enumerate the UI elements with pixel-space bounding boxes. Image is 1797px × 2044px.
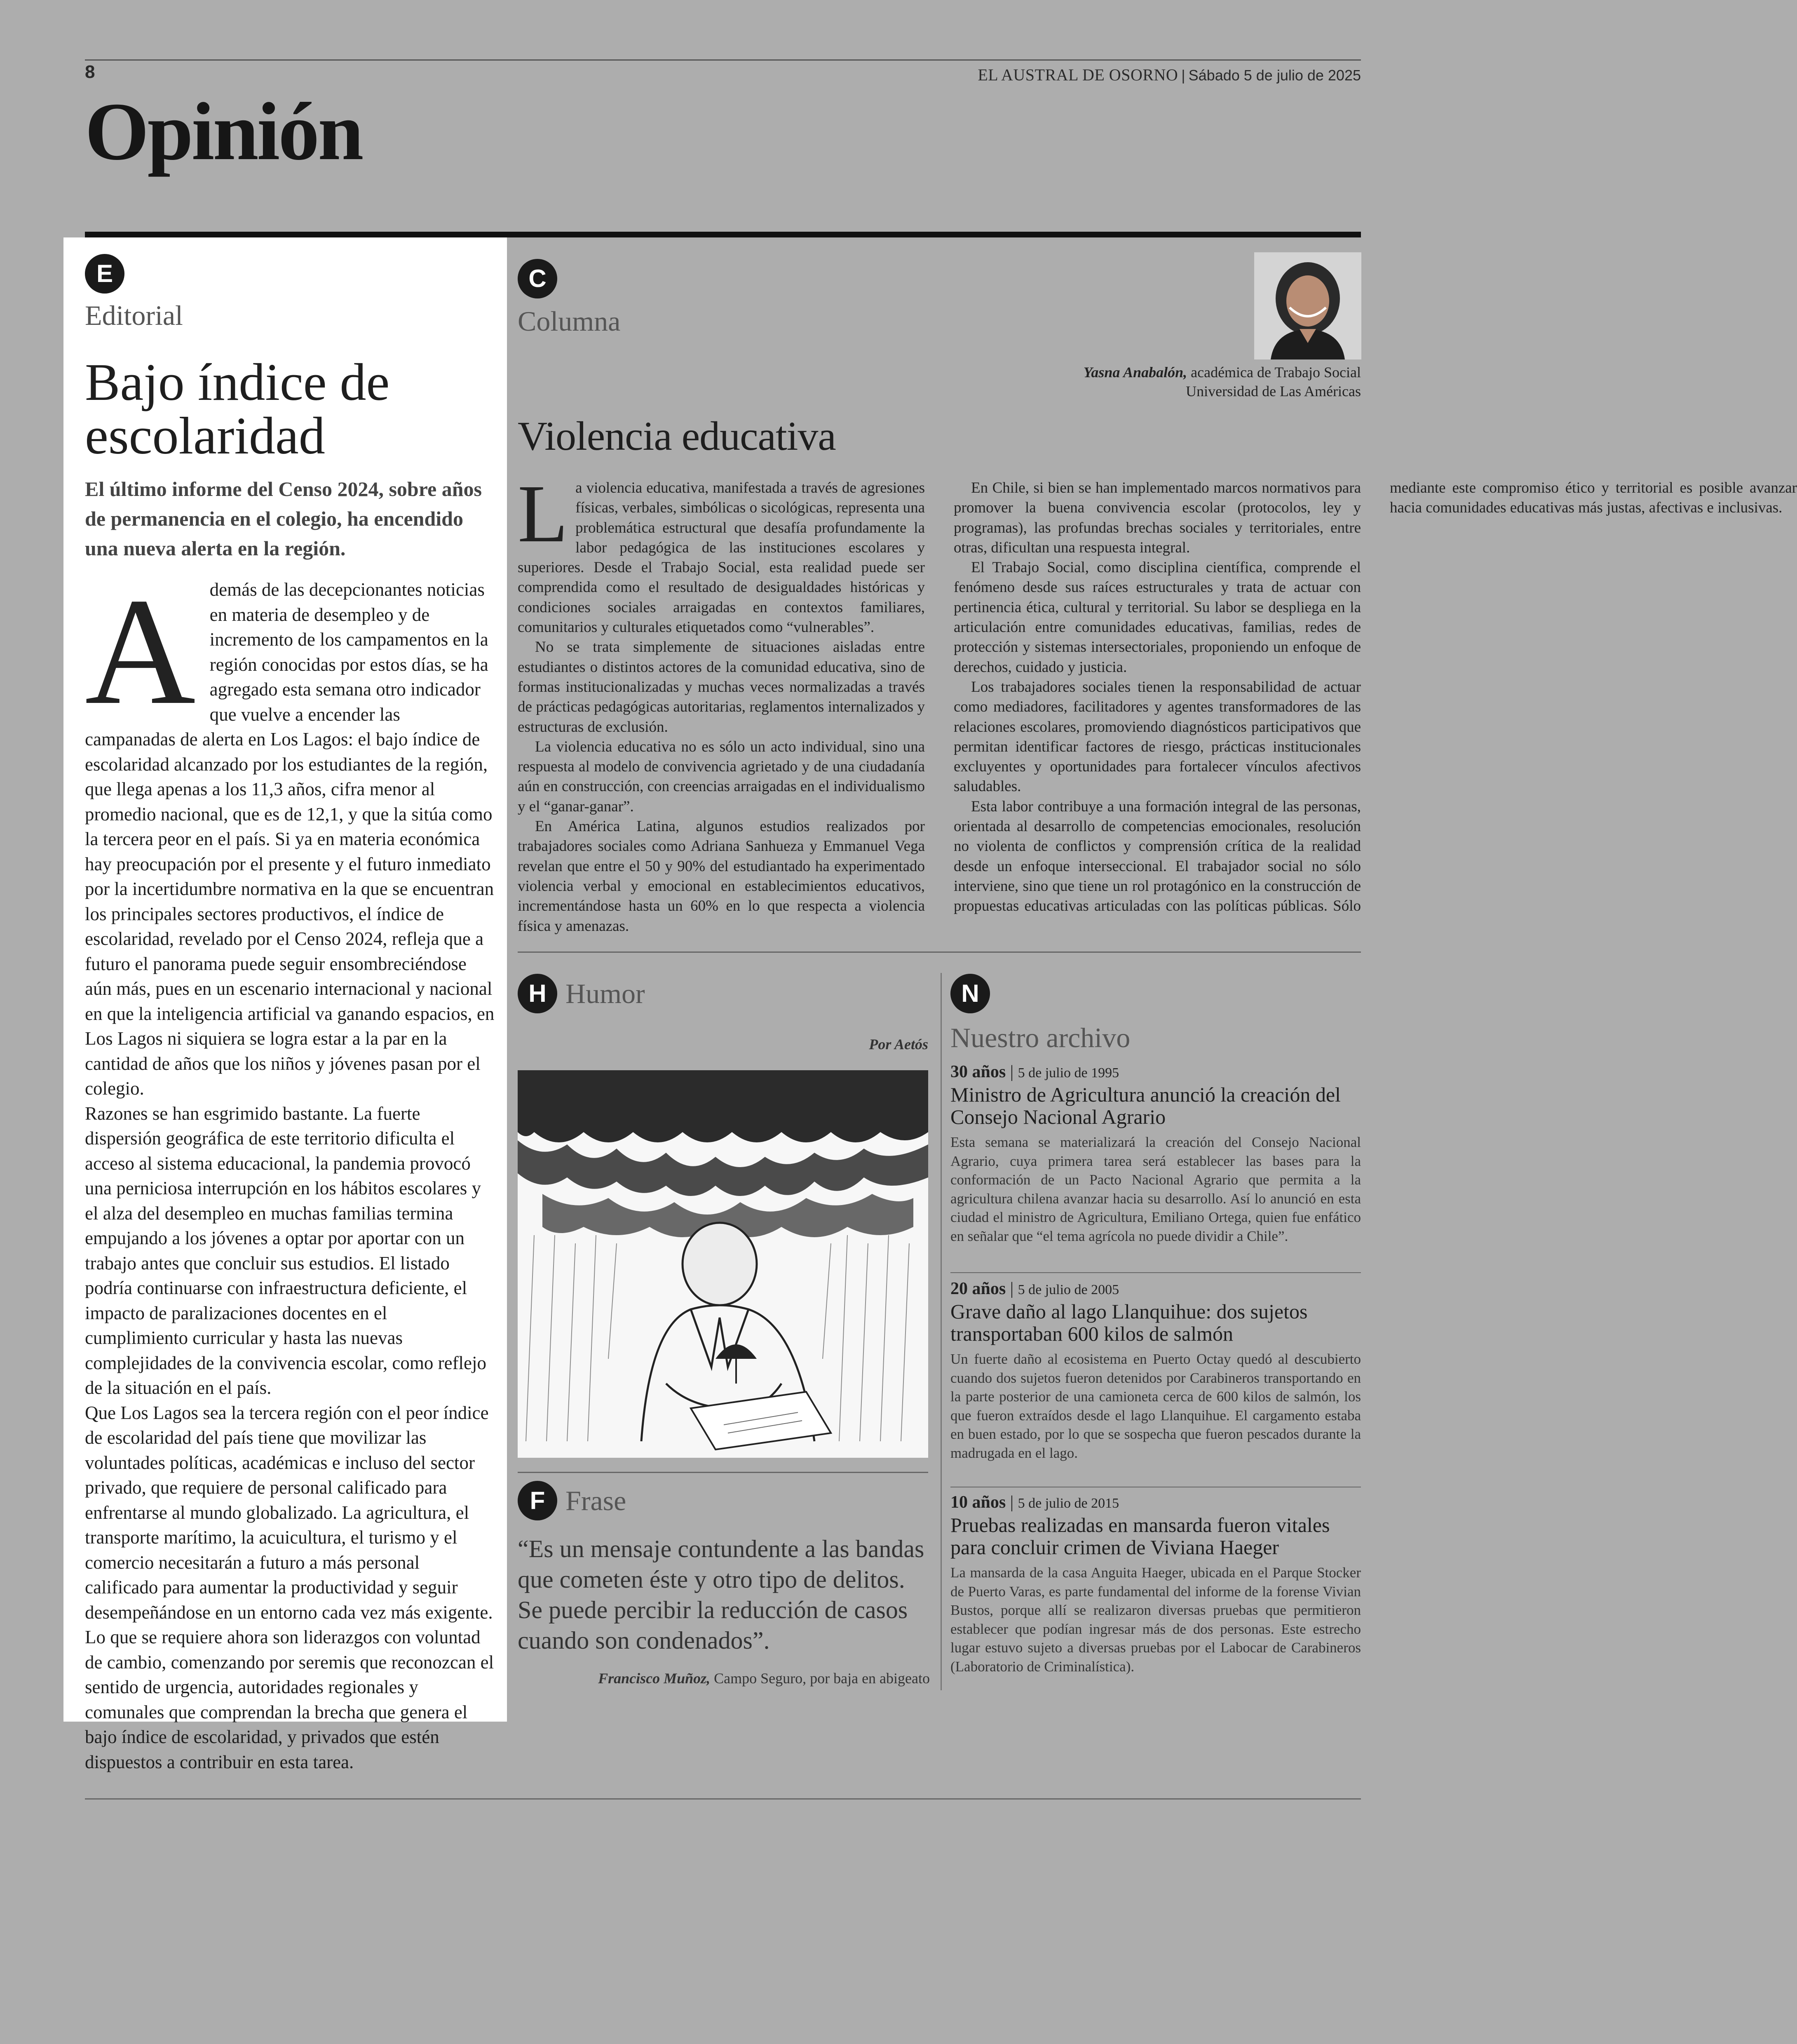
editorial-title: Bajo índice de escolaridad — [85, 353, 390, 465]
archive-label: Nuestro archivo — [950, 1022, 1131, 1053]
humor-label: Humor — [565, 978, 645, 1009]
archive-item-meta: 30 años | 5 de julio de 1995 — [950, 1062, 1119, 1081]
section-title: Opinión — [85, 86, 362, 177]
byline-line-1 — [1084, 363, 1361, 382]
column-text: a violencia educativa, manifestada a través de agresiones físicas, verbales, simbólicas o sicológicas, representa una problemática estructural que desafía profundamente la labor pedagógica de las instituciones escolares y superiores. Desde el Trabajo Social, esta realidad puede ser comprendida como el resultado de desigualdades históricas y condiciones sociales arraigadas en contextos familiares, comunitarios y culturales etiquetados como “vulnerables”. — [518, 479, 925, 636]
author-name: Yasna Anabalón, — [1083, 364, 1187, 381]
masthead-separator: | — [1181, 67, 1185, 84]
archive-years: 30 años — [950, 1062, 1006, 1081]
publication-name: EL AUSTRAL DE OSORNO — [978, 66, 1178, 84]
archive-item-meta: 10 años | 5 de julio de 2015 — [950, 1493, 1119, 1512]
author-organization: Universidad de Las Américas — [1186, 383, 1361, 399]
archive-body: Esta semana se materializará la creación del Consejo Nacional Agrario, cuya primera tarea será establecer las bases para la conformación de un Pacto Nacional Agrario que permita a la agricultura chilena avanzar hacia su desarrollo. Así lo anunció en esta ciudad el ministro de Agricultura, Emiliano Ortega, quien fue enfático en señalar que “el tema agrícola no puede dividir a Chile”. — [950, 1134, 1361, 1244]
column-badge: C — [518, 259, 557, 298]
editorial-label: Editorial — [85, 300, 183, 331]
humor-divider — [518, 1472, 928, 1473]
archive-headline: Pruebas realizadas en mansarda fueron vitales para concluir crimen de Viviana Haeger — [950, 1513, 1330, 1559]
frase-badge: F — [518, 1481, 557, 1520]
top-rule — [85, 59, 1361, 61]
bottom-rule — [85, 1798, 1361, 1800]
rain-cloud-cartoon-icon — [518, 1070, 928, 1458]
column-paragraph: El Trabajo Social, como disciplina científica, comprende el fenómeno desde sus raíces estructurales y trata de actuar con pertinencia ética, cultural y territorial. Su labor se despliega en la articulación entre comunidades educativas, familias, redes de protección y sistemas intersectoriales, proponiendo un enfoque de derechos, cuidado y justicia. — [954, 559, 1361, 676]
edition-date: Sábado 5 de julio de 2025 — [1188, 67, 1361, 84]
editorial-paragraph: Razones se han esgrimido bastante. La fuerte dispersión geográfica de este territorio dificulta el acceso al sistema educacional, la pandemia provocó una perniciosa interrupción en los hábitos escolares y el alza del desempleo en muchas familias termina empujando a los jóvenes a optar por aportar con un trabajo antes que concluir sus estudios. El listado podría continuarse con infraestructura deficiente, el impacto de paralizaciones docentes en el cumplimiento curricular y hasta las nuevas complejidades de la convivencia escolar, como reflejo de la situación en el país. — [85, 1103, 487, 1398]
archive-body: La mansarda de la casa Anguita Haeger, ubicada en el Parque Stocker de Puerto Varas, es parte fundamental del informe de la forense Vivian Bustos, porque allí se realizaron diversas pruebas que permitieron establecer que podían ingresar más de dos personas. Este estrecho lugar estuvo sujeto a diversas pruebas por el Labocar de Carabineros (Laboratorio de Criminalística). — [950, 1565, 1361, 1675]
archive-item — [950, 1062, 1361, 1245]
editorial-text: demás de las decepcionantes noticias en materia de desempleo y de incremento de los campamentos en la región conocidas por estos días, se ha agregado esta semana otro indicador que vuelve a encender las campanadas de alerta en Los Lagos: el bajo índice de escolaridad alcanzado por los estudiantes de la región, que llega apenas a los 11,3 años, cifra menor al promedio nacional, que es de 12,1, y que la sitúa como la tercera peor en el país. Si ya en materia económica hay preocupación por el presente y el futuro inmediato por la incertidumbre normativa en la que se encuentran los principales sectores productivos, el índice de escolaridad, revelado por el Censo 2024, refleja que a futuro el panorama puede seguir ensombreciéndose aún más, pues en un escenario internacional y nacional en que la inteligencia artificial va ganando espacios, en Los Lagos ni siquiera se logra estar a la par en la cantidad de años que los niños y jóvenes pasan por el colegio. — [85, 579, 495, 1099]
archive-item-meta: 20 años | 5 de julio de 2005 — [950, 1279, 1119, 1298]
archive-body: Un fuerte daño al ecosistema en Puerto Octay quedó al descubierto cuando dos sujetos fueron detenidos por Carabineros transportando en la parte posterior de una camioneta cerca de 600 kilos de salmón, los que fueron extraídos desde el lago Llanquihue. El cargamento estaba en buen estado, por lo que se sospecha que fueron pescados durante la madrugada en el lago. — [950, 1351, 1361, 1461]
humor-cartoon — [518, 1070, 928, 1458]
author-photo — [1254, 252, 1361, 359]
author-portrait-icon — [1254, 252, 1361, 359]
frase-quote: “Es un mensaje contundente a las bandas que cometen éste y otro tipo de delitos. Se puede percibir la reducción de casos cuando son condenados”. — [518, 1535, 924, 1654]
column-paragraph: Los trabajadores sociales tienen la responsabilidad de actuar como mediadores, facilitadores y agentes transformadores de las relaciones escolares, promoviendo diagnósticos participativos que permitan identificar factores de riesgo, prácticas institucionales excluyentes y oportunidades para fortalecer vínculos afectivos saludables. — [954, 678, 1361, 795]
archive-years: 20 años — [950, 1279, 1006, 1298]
archive-date: 5 de julio de 2015 — [1018, 1496, 1119, 1511]
archive-date: 5 de julio de 2005 — [1018, 1282, 1119, 1297]
frase-author-detail: Campo Seguro, por baja en abigeato — [710, 1670, 930, 1687]
column-body — [518, 468, 1797, 944]
editorial-deck: El último informe del Censo 2024, sobre años de permanencia en el colegio, ha encendido una nueva alerta en la región. — [85, 477, 482, 560]
section-rule — [85, 232, 1361, 237]
column-dropcap: L — [518, 468, 568, 559]
column-byline — [1084, 363, 1361, 401]
author-role: académica de Trabajo Social — [1187, 364, 1361, 381]
column-title: Violencia educativa — [518, 413, 836, 459]
editorial-paragraph: Que Los Lagos sea la tercera región con el peor índice de escolaridad del país tiene que movilizar las voluntades políticas, académicas e incluso del sector privado, que requiere de personal calificado para enfrentarse al mundo globalizado. La agricultura, el transporte marítimo, la acuicultura, el turismo y el comercio necesitarán a futuro a más personal calificado para aumentar la productividad y seguir desempeñándose en un entorno cada vez más exigente. — [85, 1402, 493, 1623]
editorial-badge: E — [85, 254, 124, 294]
column-paragraph: Esta labor contribuye a una formación integral de las personas, orientada al desarrollo de competencias emocionales, resolución no violenta de conflictos y comprensión crítica de la realidad desde un enfoque interseccional. El trabajador social no sólo interviene, sino que tiene un rol protagónico en la construcción de propuestas educativas articuladas con las políticas públicas. Sólo mediante este compromiso ético y territorial es posible avanzar hacia comunidades educativas más justas, afectivas e inclusivas. — [954, 479, 1797, 915]
archive-item — [950, 1492, 1361, 1676]
humor-badge: H — [518, 974, 557, 1013]
column-paragraph: No se trata simplemente de situaciones aisladas entre estudiantes o distintos actores de la comunidad educativa, sino de formas institucionalizadas y muchas veces normalizadas a través de prácticas pedagógicas autoritarias, reglamentos internalizados y estructuras de exclusión. — [518, 639, 925, 735]
column-label: Columna — [518, 305, 621, 337]
frase-author: Francisco Muñoz, — [598, 1670, 711, 1687]
column-divider — [518, 952, 1361, 953]
page-number: 8 — [85, 62, 95, 82]
frase-attribution — [518, 1670, 930, 1687]
frase-label: Frase — [565, 1485, 626, 1516]
bottom-column-divider — [941, 973, 942, 1690]
editorial-dropcap: A — [85, 567, 196, 736]
archive-years: 10 años — [950, 1493, 1006, 1512]
archive-date: 5 de julio de 1995 — [1018, 1065, 1119, 1081]
column-paragraph — [518, 468, 925, 637]
column-paragraph: La violencia educativa no es sólo un acto individual, sino una respuesta al modelo de convivencia agrietado y de una ciudadanía aún en construcción, con creencias arraigadas en el individualismo y el “ganar-ganar”. — [518, 738, 925, 815]
archive-headline: Ministro de Agricultura anunció la creación del Consejo Nacional Agrario — [950, 1083, 1341, 1128]
archive-divider — [950, 1272, 1361, 1273]
cartoon-credit: Por Aetós — [869, 1036, 928, 1053]
editorial-body — [85, 567, 495, 1774]
editorial-paragraph — [85, 567, 495, 1101]
column-paragraph: En América Latina, algunos estudios realizados por trabajadores sociales como Adriana Sanhueza y Emmanuel Vega revelan que entre el 50 y 90% del estudiantado ha experimentado violencia verbal y emocional en establecimientos educativos, incrementándose hasta un 60% en lo que respecta a violencia física y amenazas. — [518, 818, 925, 935]
masthead — [978, 65, 1361, 85]
editorial-paragraph: Lo que se requiere ahora son liderazgos con voluntad de cambio, comenzando por seremis que reconozcan el sentido de urgencia, autoridades regionales y comunales que comprendan la brecha que genera el bajo índice de escolaridad, y privados que estén dispuestos a contribuir en esta tarea. — [85, 1627, 494, 1772]
archive-badge: N — [950, 974, 990, 1013]
archive-headline: Grave daño al lago Llanquihue: dos sujetos transportaban 600 kilos de salmón — [950, 1300, 1308, 1345]
archive-item — [950, 1279, 1361, 1462]
column-paragraph: En Chile, si bien se han implementado marcos normativos para promover la buena convivencia escolar (protocolos, ley y programas), las profundas brechas sociales y territoriales, entre otras, dificultan una respuesta integral. — [954, 479, 1361, 556]
